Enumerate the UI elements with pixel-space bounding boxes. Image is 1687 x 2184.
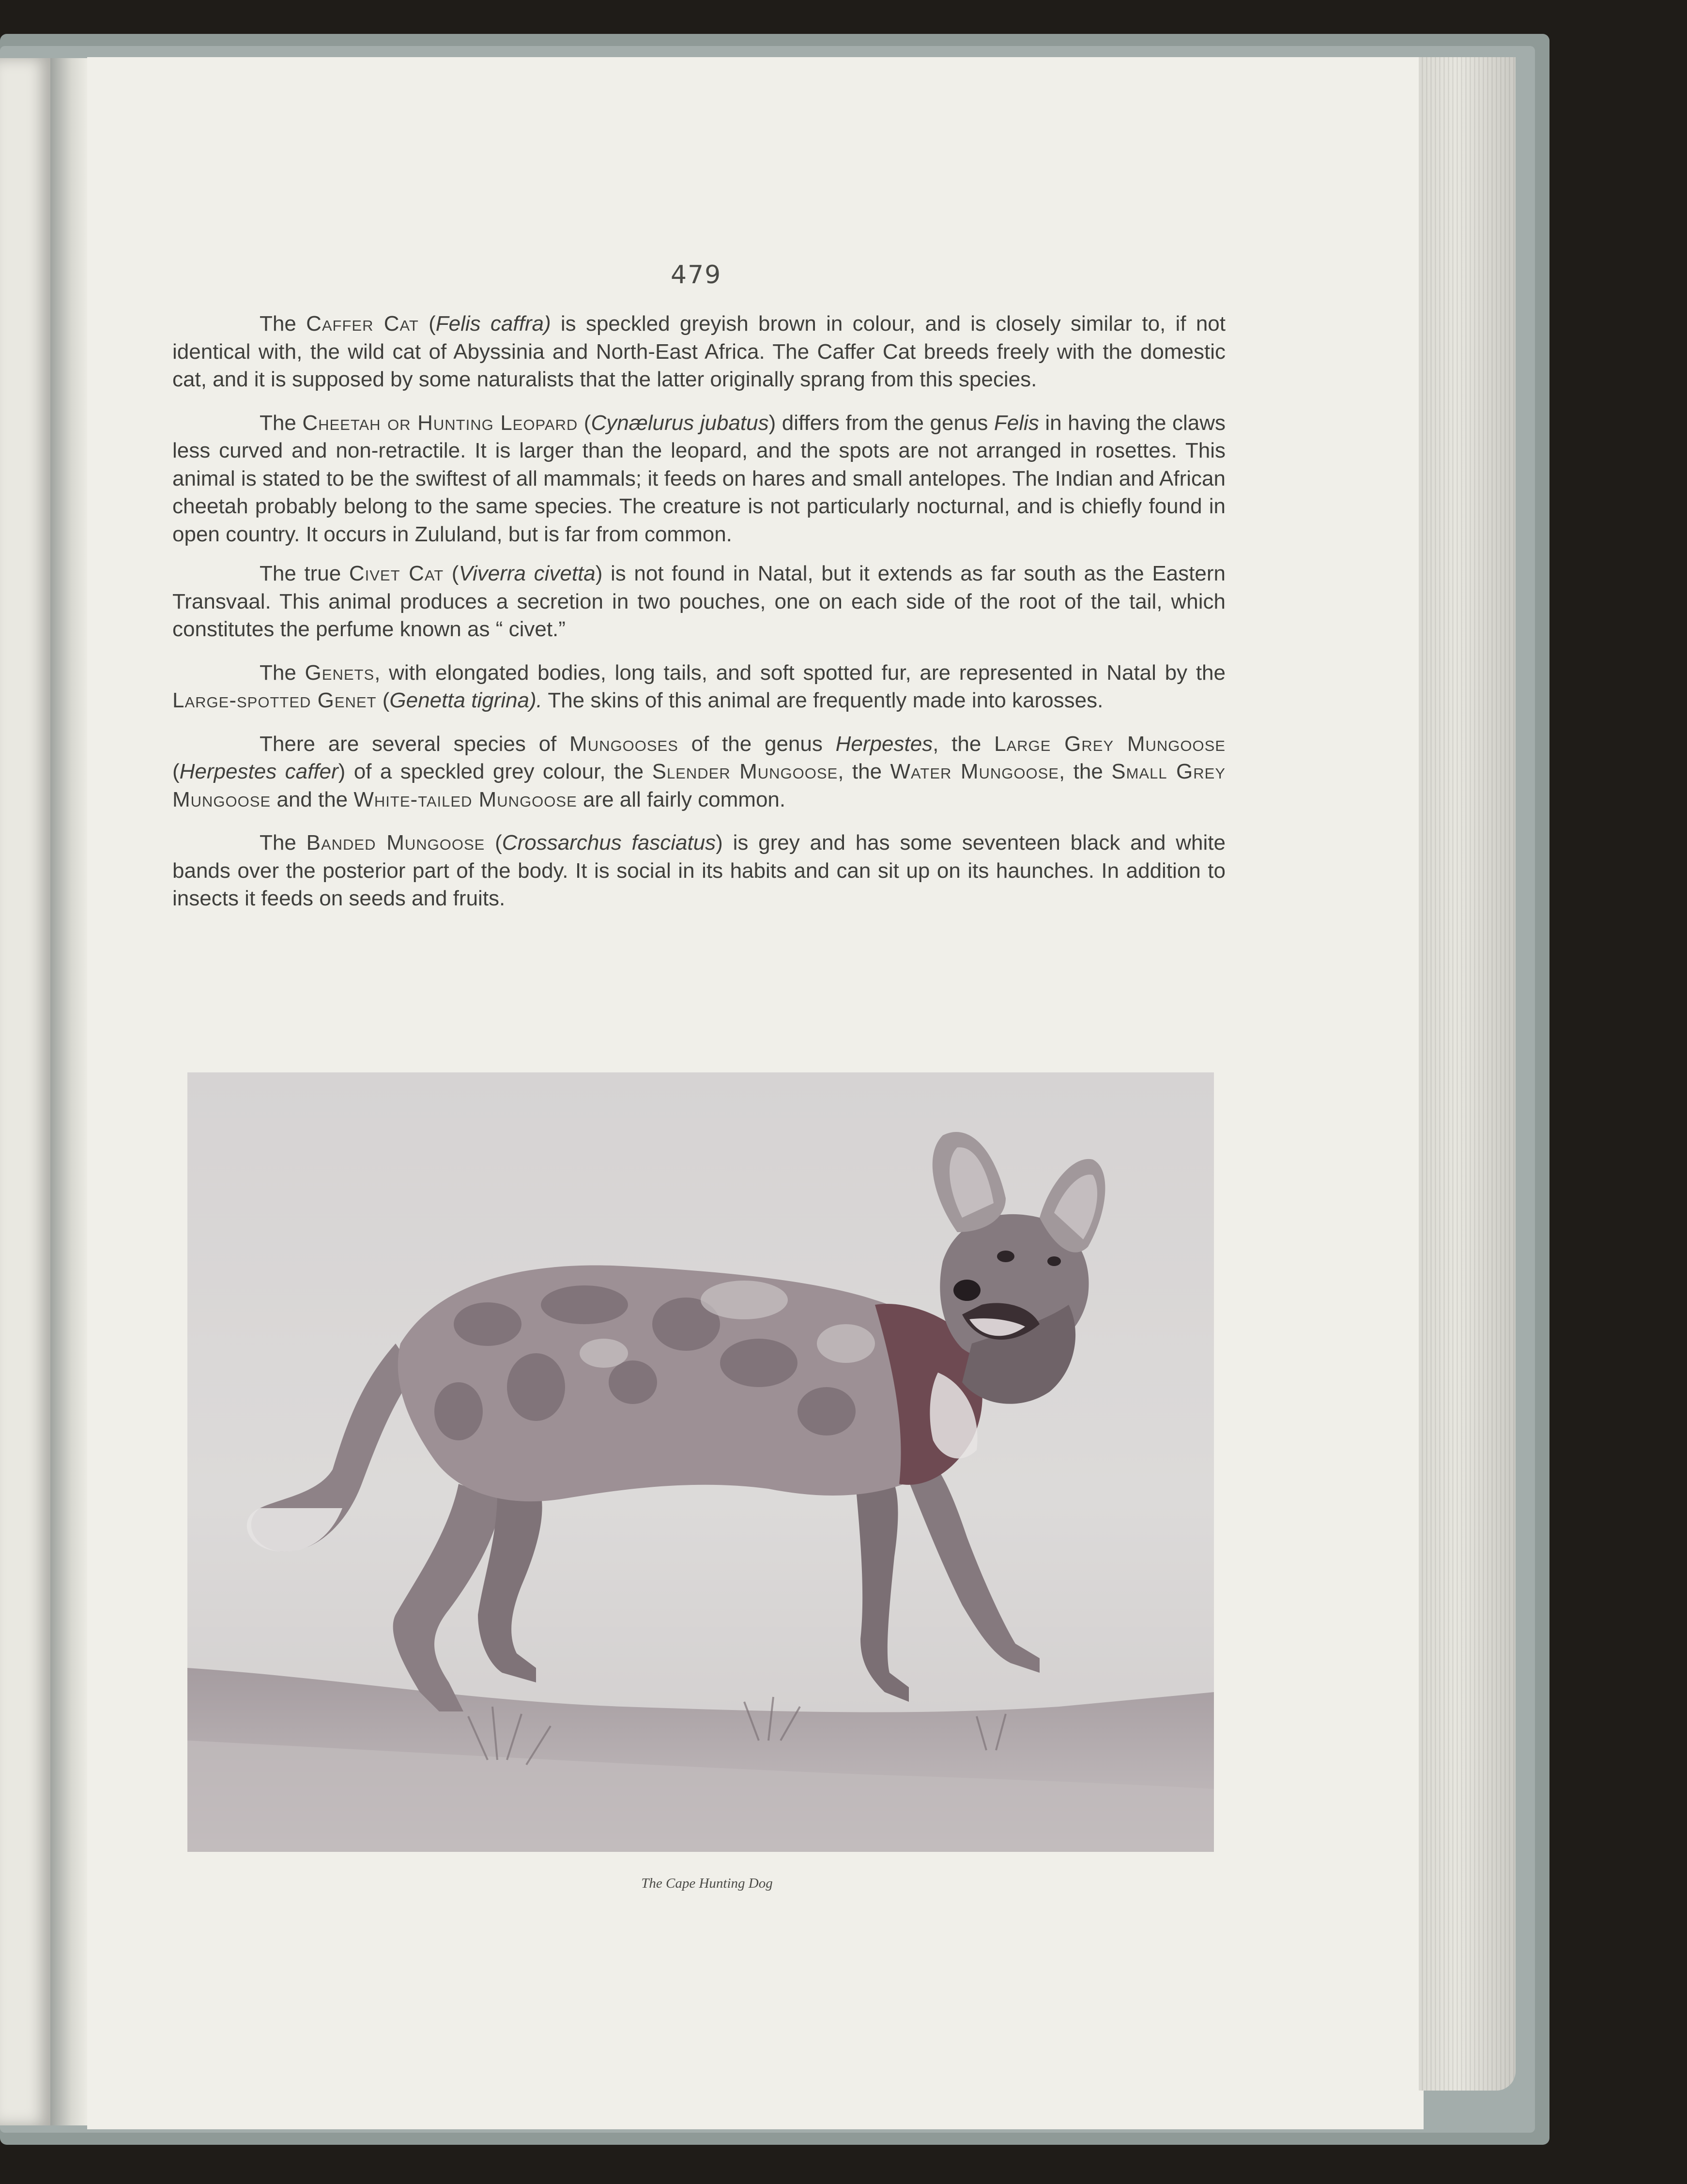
photograph-illustration: [187, 1072, 1214, 1852]
italic-term: Felis caffra): [435, 312, 551, 336]
text-run: There are several species of: [260, 732, 570, 756]
cape-hunting-dog-photograph: [187, 1072, 1214, 1852]
small-caps-term: Large-spotted Genet: [172, 688, 377, 712]
small-caps-term: Water Mungoose: [890, 760, 1059, 783]
small-caps-term: Large Grey Mungoose: [994, 732, 1226, 756]
text-run: The: [260, 411, 303, 435]
text-run: (: [376, 688, 390, 712]
text-run: The skins of this animal are frequently made into karosses.: [542, 688, 1104, 712]
text-run: (: [418, 312, 436, 336]
text-run: ) of a speckled grey colour, the: [338, 760, 652, 783]
text-run: is speckled greyish brown in colour, and is closely similar to, if not identical with, the wild cat of Abyssinia and North-East Africa. The Caffer Cat breeds freely with the domestic cat, and it is supposed by some naturalists that the latter originally sprang from this species.: [172, 312, 1226, 391]
italic-term: Viverra civetta: [459, 562, 596, 585]
book-gutter: [50, 58, 89, 2125]
page-stack-shade: [1419, 57, 1516, 2091]
small-caps-term: White-tailed Mungoose: [353, 787, 577, 811]
text-run: and the: [271, 787, 354, 811]
italic-term: Felis: [994, 411, 1039, 435]
small-caps-term: Civet Cat: [349, 562, 444, 585]
italic-term: Herpestes caffer: [179, 760, 338, 783]
figure-caption: The Cape Hunting Dog: [641, 1876, 773, 1891]
small-caps-term: Banded Mungoose: [306, 831, 485, 855]
italic-term: Cynælurus jubatus: [591, 411, 769, 435]
text-run: (: [172, 760, 180, 783]
small-caps-term: Genets: [305, 660, 375, 685]
paragraph: [172, 560, 1226, 643]
text-run: , the: [933, 732, 995, 756]
text-run: The: [260, 312, 307, 336]
paragraph: [172, 829, 1226, 913]
italic-term: Genetta tigrina).: [389, 688, 542, 712]
body-text: [172, 310, 1226, 928]
text-run: , the: [1059, 760, 1112, 783]
text-run: The: [260, 660, 305, 685]
text-run: in having the claws less curved and non-retractile. It is larger than the leopard, and the spots are not arranged in rosettes. This animal is stated to be the swiftest of all mammals; it feeds on hares and small antelopes. The Indian and African cheetah probably belong to the same species. The creature is not particularly nocturnal, and is chiefly found in open country. It occurs in Zululand, but is far from common.: [172, 411, 1226, 546]
small-caps-term: Slender Mungoose: [652, 760, 838, 783]
page-number: 479: [671, 260, 722, 290]
text-run: The true: [260, 562, 349, 585]
paragraph: [172, 409, 1226, 549]
text-run: ) is grey and has some seventeen black and white bands over the posterior part of the body. It is social in its habits and can sit up on its haunches. In addition to insects it feeds on seeds and fruits.: [172, 831, 1226, 910]
text-run: The: [260, 831, 307, 855]
paragraph: [172, 659, 1226, 715]
small-caps-term: Small Grey Mungoose: [172, 760, 1226, 811]
text-run: ) is not found in Natal, but it extends as far south as the Eastern Transvaal. This animal produces a secretion in two pouches, one on each side of the root of the tail, which constitutes the perfume known as “ civet.”: [172, 562, 1226, 641]
text-run: of the genus: [678, 732, 836, 756]
text-run: , with elongated bodies, long tails, and soft spotted fur, are represented in Natal by the: [374, 660, 1226, 685]
paragraph: [172, 310, 1226, 394]
text-run: are all fairly common.: [577, 787, 786, 811]
text-run: (: [578, 411, 591, 435]
text-run: (: [444, 562, 459, 585]
text-run: ) differs from the genus: [768, 411, 994, 435]
small-caps-term: Caffer Cat: [306, 312, 419, 336]
left-page-edge: [0, 58, 50, 2125]
italic-term: Herpestes: [835, 732, 933, 756]
paragraph: [172, 730, 1226, 814]
small-caps-term: Mungooses: [569, 732, 678, 756]
text-run: (: [485, 831, 502, 855]
italic-term: Crossarchus fasciatus: [502, 831, 716, 855]
small-caps-term: Cheetah or Hunting Leopard: [302, 411, 578, 435]
text-run: , the: [838, 760, 890, 783]
